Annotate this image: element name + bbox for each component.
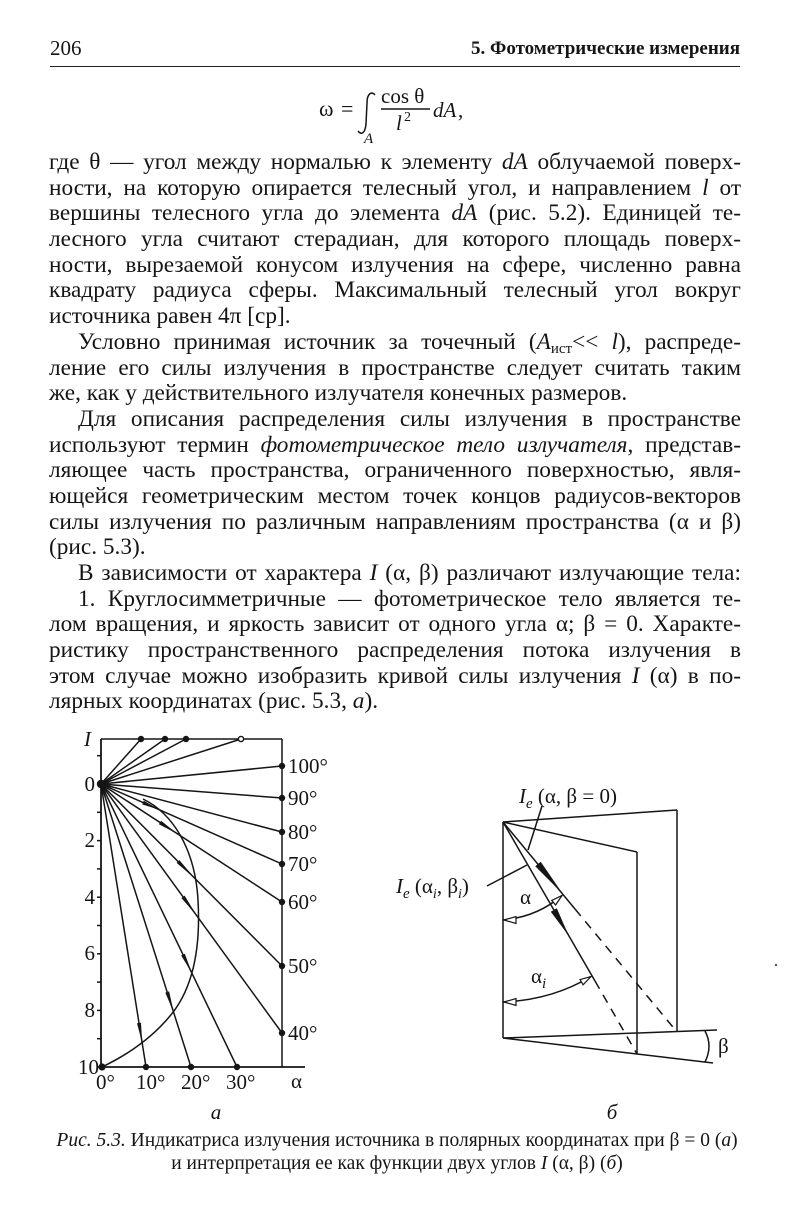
italic-text: dA	[451, 200, 478, 227]
text-run: 1. Круглосимметричные — фотометрическое тело является те-	[78, 585, 741, 612]
right-angle-labels	[288, 754, 328, 1045]
text-run: облучаемой поверх-	[527, 149, 741, 175]
text-line	[49, 330, 741, 356]
formula-exponent: 2	[404, 110, 411, 125]
italic-text: l	[611, 328, 618, 355]
panel-b-label: б	[606, 1100, 618, 1124]
ray-arrowheads	[535, 862, 569, 936]
italic-text: а	[352, 688, 365, 715]
text-run: лярных координатах (рис. 5.3,	[49, 688, 353, 715]
italic-text: б	[606, 1153, 617, 1174]
angle-label: 30°	[226, 1070, 256, 1094]
angle-label: 100°	[288, 754, 328, 778]
arrowhead-icon	[552, 896, 562, 906]
text-line	[49, 689, 741, 715]
text-run: , представ-	[627, 431, 741, 458]
panel-a-label: а	[210, 1100, 222, 1124]
indicatrix-curve	[102, 799, 199, 1067]
y-tick-label: 10	[78, 1055, 99, 1079]
formula-denominator: l	[396, 111, 402, 135]
text-line	[49, 304, 741, 330]
text-run: этом случае можно изобразить кривой силы излучения	[49, 662, 632, 689]
italic-text: A	[536, 328, 551, 355]
text-run: где θ — угол между нормалью к элементу	[49, 149, 502, 175]
formula-comma: ,	[458, 98, 464, 122]
beta-arc	[705, 1031, 709, 1062]
text-run: источника равен 4π [ср].	[49, 303, 291, 330]
rays	[503, 822, 677, 1054]
beta-label: β	[718, 1034, 729, 1058]
text-run: ности, вырезаемой конусом излучения на сфере, численно равна	[49, 251, 741, 278]
text-run: же, как у действительного излучателя конечных размеров.	[49, 380, 628, 407]
italic-text: dA	[501, 149, 528, 175]
text-run: ), распреде-	[617, 328, 741, 355]
text-run: ляющее часть пространства, ограниченного поверхностью, явля-	[49, 457, 741, 484]
planes	[503, 810, 717, 1063]
arrowhead-icon	[504, 999, 516, 1006]
text-run: (α) в по-	[639, 662, 741, 689]
figure-panel-a	[78, 727, 328, 1124]
subscript-text: ист	[550, 340, 573, 357]
text-run: )	[616, 1153, 623, 1174]
text-run: Для описания распределения силы излучения в пространстве	[78, 405, 741, 432]
y-tick-label: 6	[84, 941, 95, 965]
text-run: квадрату радиуса сферы. Максимальный телесный угол вокруг	[49, 277, 741, 304]
text-run: )	[731, 1130, 738, 1151]
arrowhead-icon	[580, 977, 591, 985]
text-run: Индикатриса излучения источника в полярных координатах при β = 0 (	[125, 1130, 722, 1151]
text-run: лесного угла считают стерадиан, для которого площадь поверх-	[49, 226, 741, 253]
running-head: 5. Фотометрические измерения	[471, 38, 740, 59]
text-line	[49, 561, 741, 587]
text-line	[49, 510, 741, 536]
italic-text: l	[702, 174, 709, 201]
text-run: ление его силы излучения в пространстве следует считать таким	[49, 354, 741, 381]
text-run: <<	[572, 328, 612, 355]
text-run: В зависимости от характера	[78, 560, 370, 586]
text-run: Условно принимая источник за точечный (	[78, 328, 537, 355]
text-run: (рис. 5.3).	[49, 534, 146, 561]
text-run: ющейся геометрическим местом точек концов радиусов-векторов	[49, 482, 741, 509]
angle-label: 0°	[96, 1070, 115, 1094]
angle-label: 90°	[288, 786, 318, 810]
formula	[319, 84, 463, 147]
angle-label: 50°	[288, 954, 318, 978]
y-axis-label: I	[84, 727, 91, 751]
text-run: ).	[364, 688, 379, 715]
text-run: лом вращения, и яркость зависит от одного угла α; β = 0. Характе-	[49, 611, 741, 638]
angle-label: 60°	[288, 890, 318, 914]
text-line	[49, 638, 741, 664]
formula-equals: =	[341, 96, 354, 121]
page-number: 206	[50, 36, 82, 60]
text-line	[49, 484, 741, 510]
text-run: используют термин	[49, 431, 261, 458]
frame	[101, 739, 305, 1067]
italic-text: I	[369, 560, 378, 586]
italic-text: I	[540, 1153, 548, 1174]
text-line	[49, 587, 741, 613]
bottom-angle-labels	[96, 1069, 302, 1094]
text-run: (рис. 5.2). Единицей те-	[477, 200, 741, 227]
y-tick-label: 8	[84, 998, 95, 1022]
text-line	[40, 1129, 754, 1152]
x-axis-label: α	[291, 1069, 303, 1093]
scan-speck	[775, 964, 777, 966]
text-run: (α, β) различают излучающие тела:	[377, 560, 741, 586]
text-line	[49, 176, 741, 202]
text-line	[49, 253, 741, 279]
y-tick-label: 2	[84, 828, 95, 852]
italic-text: I	[631, 662, 640, 689]
formula-differential: dA	[433, 98, 457, 122]
ray-beta-i-label: $I_e$ ($\alpha_i$, $\beta_i$)	[396, 874, 469, 902]
text-line	[49, 458, 741, 484]
italic-text: Рис. 5.3.	[56, 1130, 126, 1151]
figure-panel-b	[395, 784, 729, 1124]
text-line	[49, 278, 741, 304]
text-line	[49, 227, 741, 253]
y-tick-label: 0	[84, 772, 95, 796]
formula-lower-limit: A	[364, 131, 374, 147]
y-tick-label: 4	[84, 885, 95, 909]
text-run: ности, на которую опирается телесный угол, и направлением	[49, 174, 703, 201]
ray-beta-i	[503, 822, 595, 981]
text-line	[49, 433, 741, 459]
text-line	[49, 150, 741, 176]
body-text	[49, 150, 741, 715]
italic-text: а	[721, 1130, 732, 1151]
text-run: силы излучения по различным направлениям пространства (α и β)	[49, 508, 741, 535]
text-line	[40, 1152, 754, 1175]
text-line	[49, 664, 741, 690]
ray-beta-zero-projection	[575, 909, 677, 1032]
angle-label: 80°	[288, 820, 318, 844]
text-line	[49, 201, 741, 227]
text-run: и интерпретация ее как функции двух углов	[171, 1153, 541, 1174]
angle-label: 20°	[181, 1070, 211, 1094]
angle-label: 70°	[288, 852, 318, 876]
integral-sign-icon	[358, 93, 375, 133]
italic-text: фотометрическое тело излучателя	[260, 431, 628, 458]
formula-lhs: ω	[319, 96, 334, 121]
angle-label: 10°	[136, 1070, 166, 1094]
alpha-i-label: $\alpha_i$	[531, 964, 547, 992]
text-run: вершины телесного угла до элемента	[49, 200, 452, 227]
text-line	[49, 535, 741, 561]
text-line	[49, 612, 741, 638]
y-tick-labels	[78, 772, 99, 1079]
formula-numerator: cos θ	[381, 84, 425, 108]
angle-label: 40°	[288, 1021, 318, 1045]
arrowhead-icon	[551, 908, 569, 936]
arrowhead-icon	[535, 862, 563, 894]
text-run: от	[708, 174, 741, 201]
radius-vectors	[101, 739, 282, 1067]
arrowhead-icon	[504, 917, 516, 924]
text-run: (α, β) (	[547, 1153, 607, 1174]
figure-caption	[40, 1129, 754, 1175]
text-line	[49, 381, 741, 407]
ray-beta-i-projection	[595, 981, 637, 1054]
text-line	[49, 407, 741, 433]
alpha-label: α	[520, 885, 532, 909]
text-run: ристику пространственного распределения потока излучения в	[49, 637, 741, 664]
text-line	[49, 356, 741, 382]
ray-beta-zero-label: $I_e$ (α, β = 0)	[519, 784, 617, 812]
